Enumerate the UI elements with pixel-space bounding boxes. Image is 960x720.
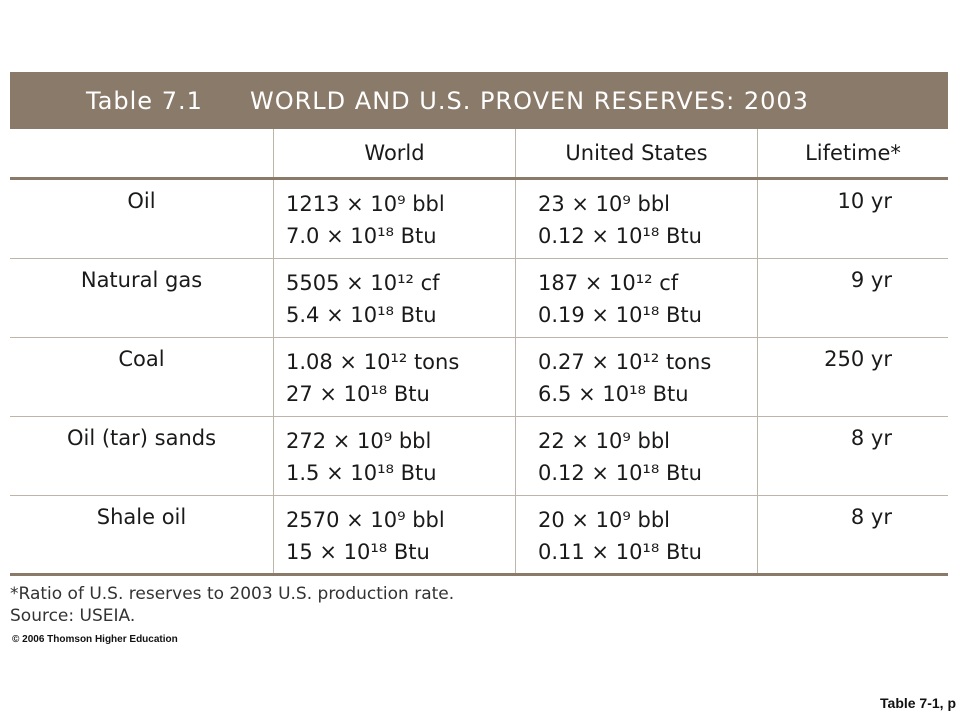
lifetime-value: 10 yr	[757, 180, 948, 258]
us-energy: 0.11 × 10¹⁸ Btu	[538, 540, 702, 564]
us-values	[515, 417, 757, 495]
us-values	[515, 338, 757, 416]
world-values	[273, 180, 515, 258]
world-values	[273, 259, 515, 337]
table-footnotes	[10, 583, 454, 627]
world-energy: 5.4 × 10¹⁸ Btu	[286, 303, 437, 327]
world-value: 1213 × 10⁹ bbl	[286, 192, 445, 216]
world-value: 1.08 × 10¹² tons	[286, 350, 460, 374]
us-energy: 0.12 × 10¹⁸ Btu	[538, 461, 702, 485]
table-row	[10, 417, 948, 496]
copyright-notice: © 2006 Thomson Higher Education	[12, 634, 178, 645]
world-values	[273, 496, 515, 573]
header-united-states: United States	[515, 129, 757, 177]
slide-caption: Table 7-1, p	[880, 695, 956, 711]
us-values	[515, 180, 757, 258]
reserves-table	[10, 72, 948, 576]
lifetime-value: 8 yr	[757, 417, 948, 495]
world-values	[273, 417, 515, 495]
us-energy: 0.19 × 10¹⁸ Btu	[538, 303, 702, 327]
world-value: 272 × 10⁹ bbl	[286, 429, 432, 453]
world-energy: 15 × 10¹⁸ Btu	[286, 540, 430, 564]
table-row	[10, 259, 948, 338]
header-lifetime: Lifetime*	[757, 129, 948, 177]
us-energy: 6.5 × 10¹⁸ Btu	[538, 382, 689, 406]
resource-name: Shale oil	[96, 505, 187, 529]
resource-name: Coal	[118, 347, 165, 371]
lifetime-value: 250 yr	[757, 338, 948, 416]
us-values	[515, 259, 757, 337]
us-value: 0.27 × 10¹² tons	[538, 350, 712, 374]
table-header-row	[10, 129, 948, 180]
footnote-ratio: *Ratio of U.S. reserves to 2003 U.S. production rate.	[10, 584, 455, 604]
resource-name: Oil	[127, 189, 156, 213]
lifetime-value: 9 yr	[757, 259, 948, 337]
world-value: 2570 × 10⁹ bbl	[286, 508, 445, 532]
us-value: 22 × 10⁹ bbl	[538, 429, 670, 453]
world-energy: 27 × 10¹⁸ Btu	[286, 382, 430, 406]
world-values	[273, 338, 515, 416]
world-energy: 1.5 × 10¹⁸ Btu	[286, 461, 437, 485]
us-value: 187 × 10¹² cf	[538, 271, 679, 295]
world-energy: 7.0 × 10¹⁸ Btu	[286, 224, 437, 248]
table-row	[10, 496, 948, 576]
lifetime-value: 8 yr	[757, 496, 948, 573]
table-number: Table 7.1	[86, 86, 203, 115]
us-values	[515, 496, 757, 573]
resource-name: Oil (tar) sands	[66, 426, 217, 450]
header-world: World	[273, 129, 515, 177]
world-value: 5505 × 10¹² cf	[286, 271, 440, 295]
table-row	[10, 338, 948, 417]
us-value: 20 × 10⁹ bbl	[538, 508, 670, 532]
resource-name: Natural gas	[80, 268, 203, 292]
footnote-source: Source: USEIA.	[10, 606, 136, 626]
table-row	[10, 180, 948, 259]
table-title: WORLD AND U.S. PROVEN RESERVES: 2003	[250, 86, 809, 115]
table-title-bar	[10, 72, 948, 129]
header-resource	[10, 129, 273, 177]
us-energy: 0.12 × 10¹⁸ Btu	[538, 224, 702, 248]
us-value: 23 × 10⁹ bbl	[538, 192, 670, 216]
